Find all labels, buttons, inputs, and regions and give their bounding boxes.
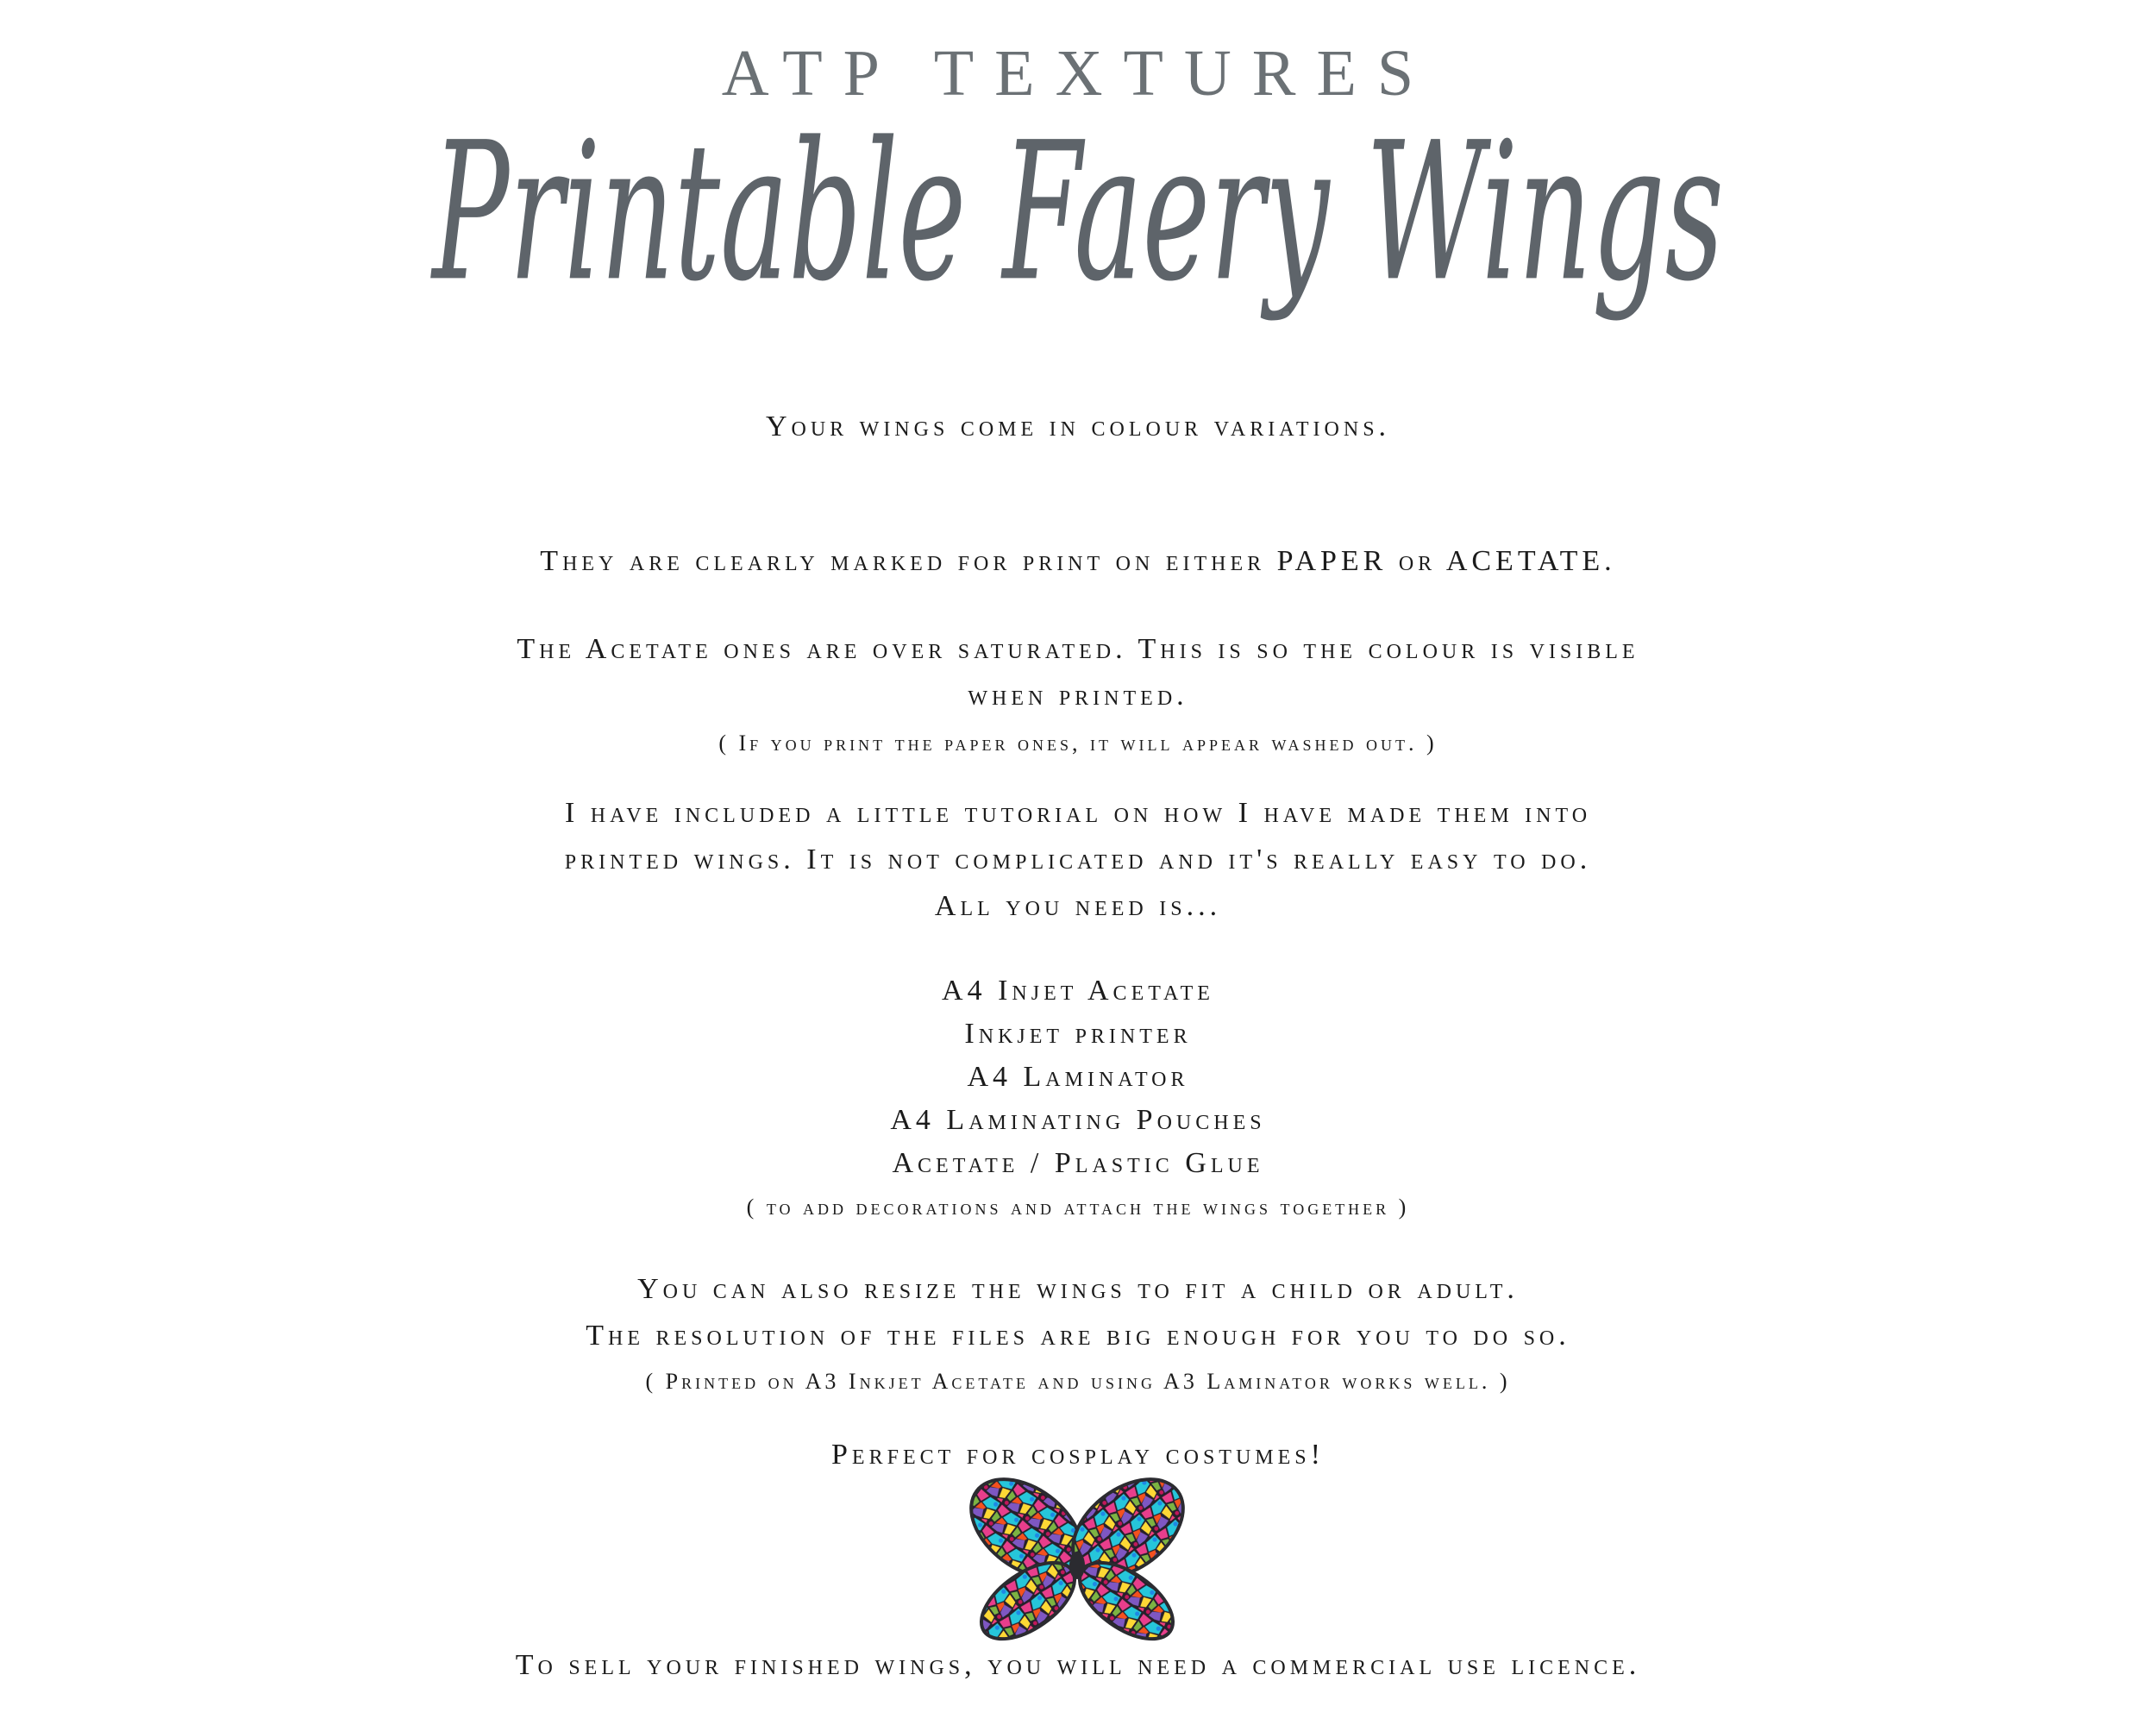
tutorial-paragraph	[0, 790, 2156, 930]
cosplay-line: Perfect for cosplay costumes!	[831, 1439, 1325, 1471]
paragraph-note: ( Printed on A3 Inkjet Acetate and using A3 Laminator works well. )	[645, 1369, 1511, 1394]
paragraph-line: The Acetate ones are over saturated. This is so the colour is visible	[517, 633, 1639, 665]
faery-wings-image	[966, 1471, 1190, 1644]
acetate-paragraph	[0, 626, 2156, 762]
supplies-note: ( to add decorations and attach the wings together )	[746, 1195, 1410, 1220]
paragraph-line: printed wings. It is not complicated and it's really easy to do.	[564, 844, 1592, 875]
intro-line: Your wings come in colour variations.	[765, 411, 1391, 442]
wing-body-joint	[1069, 1552, 1085, 1579]
supplies-list	[0, 969, 2156, 1226]
paragraph-line: when printed.	[968, 680, 1188, 712]
list-item: Acetate / Plastic Glue	[892, 1147, 1264, 1179]
list-item: A4 Laminator	[967, 1061, 1189, 1093]
paragraph-note: ( If you print the paper ones, it will appear washed out. )	[718, 731, 1438, 756]
list-item: Inkjet printer	[964, 1018, 1192, 1050]
page-title: Printable Faery Wings	[432, 102, 1724, 324]
paragraph-line: All you need is...	[934, 890, 1222, 922]
brand-name: ATP TEXTURES	[721, 37, 1435, 110]
list-item: A4 Laminating Pouches	[890, 1104, 1266, 1136]
stained-glass-wings-icon	[966, 1471, 1190, 1644]
list-item: A4 Injet Acetate	[942, 975, 1214, 1007]
licence-line: To sell your finished wings, you will need a commercial use licence.	[515, 1649, 1641, 1681]
marked-line: They are clearly marked for print on either PAPER or ACETATE.	[540, 545, 1616, 577]
resize-paragraph	[0, 1266, 2156, 1401]
paragraph-line: The resolution of the files are big enough for you to do so.	[586, 1320, 1570, 1352]
paragraph-line: You can also resize the wings to fit a child or adult.	[637, 1273, 1519, 1305]
paragraph-line: I have included a little tutorial on how I have made them into	[564, 797, 1592, 829]
